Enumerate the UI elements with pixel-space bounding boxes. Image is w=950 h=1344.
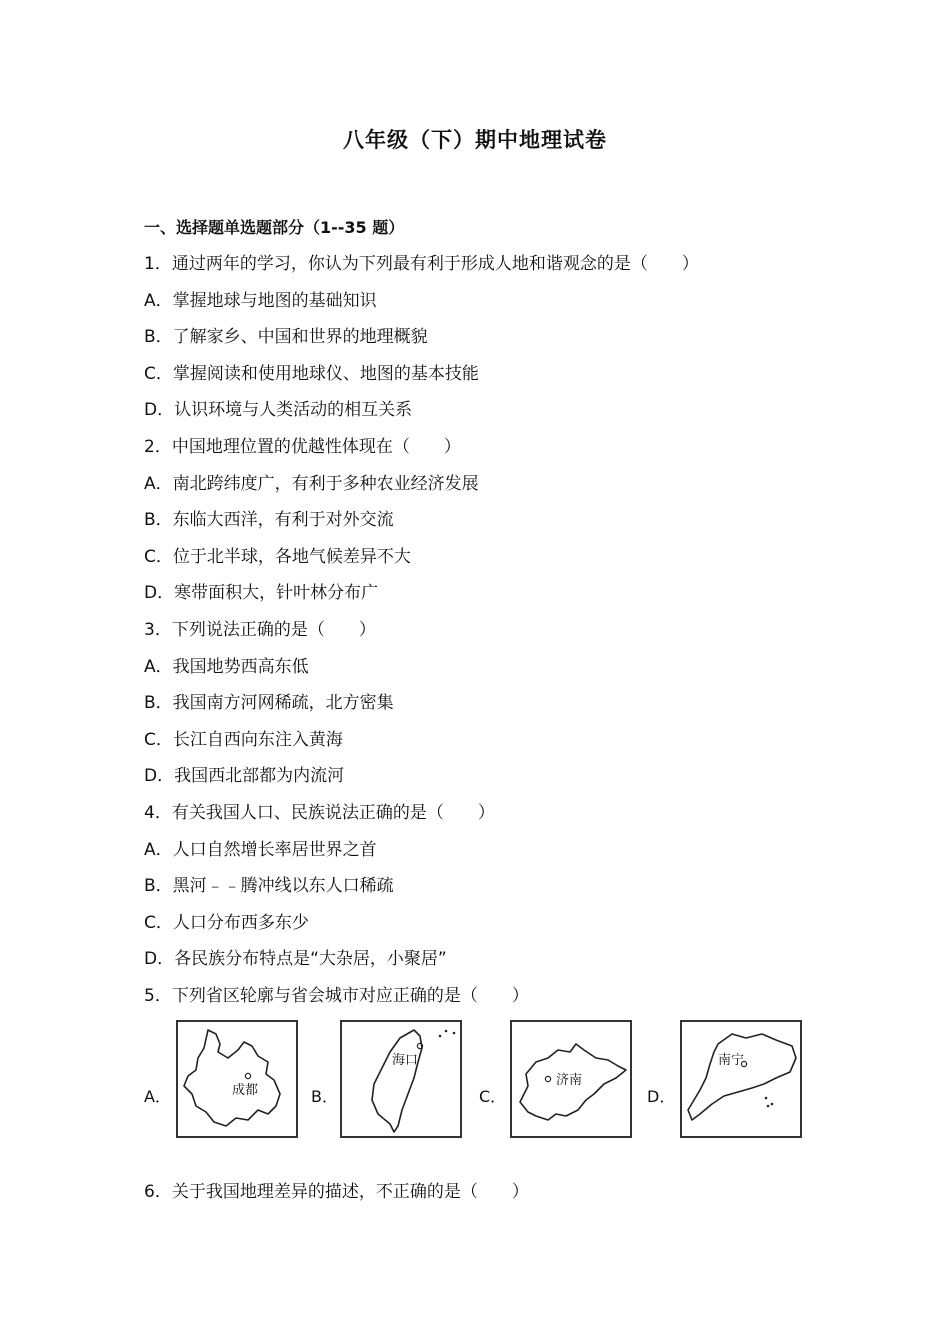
q5-map-b (340, 1020, 462, 1138)
province-outline-a (178, 1022, 296, 1136)
option-text: C．人口分布西多东少 (144, 912, 309, 933)
q5-figure-row (144, 1020, 814, 1140)
option-text: A．南北跨纬度广，有利于多种农业经济发展 (144, 473, 479, 494)
option-text: D．寒带面积大，针叶林分布广 (144, 583, 379, 604)
question-text: 4．有关我国人口、民族说法正确的是（ ） (144, 802, 495, 823)
option-text: C．位于北半球，各地气候差异不大 (144, 546, 411, 567)
option-text: D．认识环境与人类活动的相互关系 (144, 400, 413, 421)
option-text: D．我国西北部都为内流河 (144, 766, 345, 787)
province-outline-d (682, 1022, 800, 1136)
city-label-b: 海口 (392, 1053, 419, 1068)
option-text: A．我国地势西高东低 (144, 656, 309, 677)
q5-option-a-label: A． (144, 1087, 171, 1106)
city-label-d: 南宁 (718, 1053, 745, 1068)
city-label-a: 成都 (232, 1083, 259, 1098)
option-text: B．我国南方河网稀疏，北方密集 (144, 693, 394, 714)
question-list (144, 250, 844, 1018)
q5-map-d (680, 1020, 802, 1138)
city-label-c: 济南 (556, 1073, 583, 1088)
option-text: C．长江自西向东注入黄海 (144, 729, 343, 750)
question-text: 2．中国地理位置的优越性体现在（ ） (144, 436, 461, 457)
province-outline-b (342, 1022, 460, 1136)
question-text: 3．下列说法正确的是（ ） (144, 619, 376, 640)
question-text: 5．下列省区轮廓与省会城市对应正确的是（ ） (144, 985, 529, 1006)
q5-option-d-label: D． (647, 1087, 676, 1106)
q5-map-a (176, 1020, 298, 1138)
q5-option-b-label: B． (311, 1087, 338, 1106)
page-title: 八年级（下）期中地理试卷 (343, 128, 607, 152)
province-outline-c (512, 1022, 630, 1136)
question-text: 6．关于我国地理差异的描述，不正确的是（ ） (144, 1182, 529, 1202)
question-text: 1．通过两年的学习，你认为下列最有利于形成人地和谐观念的是（ ） (144, 254, 699, 274)
option-text: C．掌握阅读和使用地球仪、地图的基本技能 (144, 363, 479, 384)
option-text: A．掌握地球与地图的基础知识 (144, 290, 377, 311)
option-text: B．东临大西洋，有利于对外交流 (144, 510, 394, 531)
option-text: D．各民族分布特点是“大杂居，小聚居” (144, 949, 447, 970)
option-text: A．人口自然增长率居世界之首 (144, 839, 377, 860)
option-text: B．黑河﹣﹣腾冲线以东人口稀疏 (144, 876, 394, 897)
q5-map-c (510, 1020, 632, 1138)
q5-option-c-label: C． (479, 1087, 507, 1106)
option-text: B．了解家乡、中国和世界的地理概貌 (144, 327, 428, 348)
section-heading: 一、选择题单选题部分（1--35 题） (144, 218, 405, 237)
